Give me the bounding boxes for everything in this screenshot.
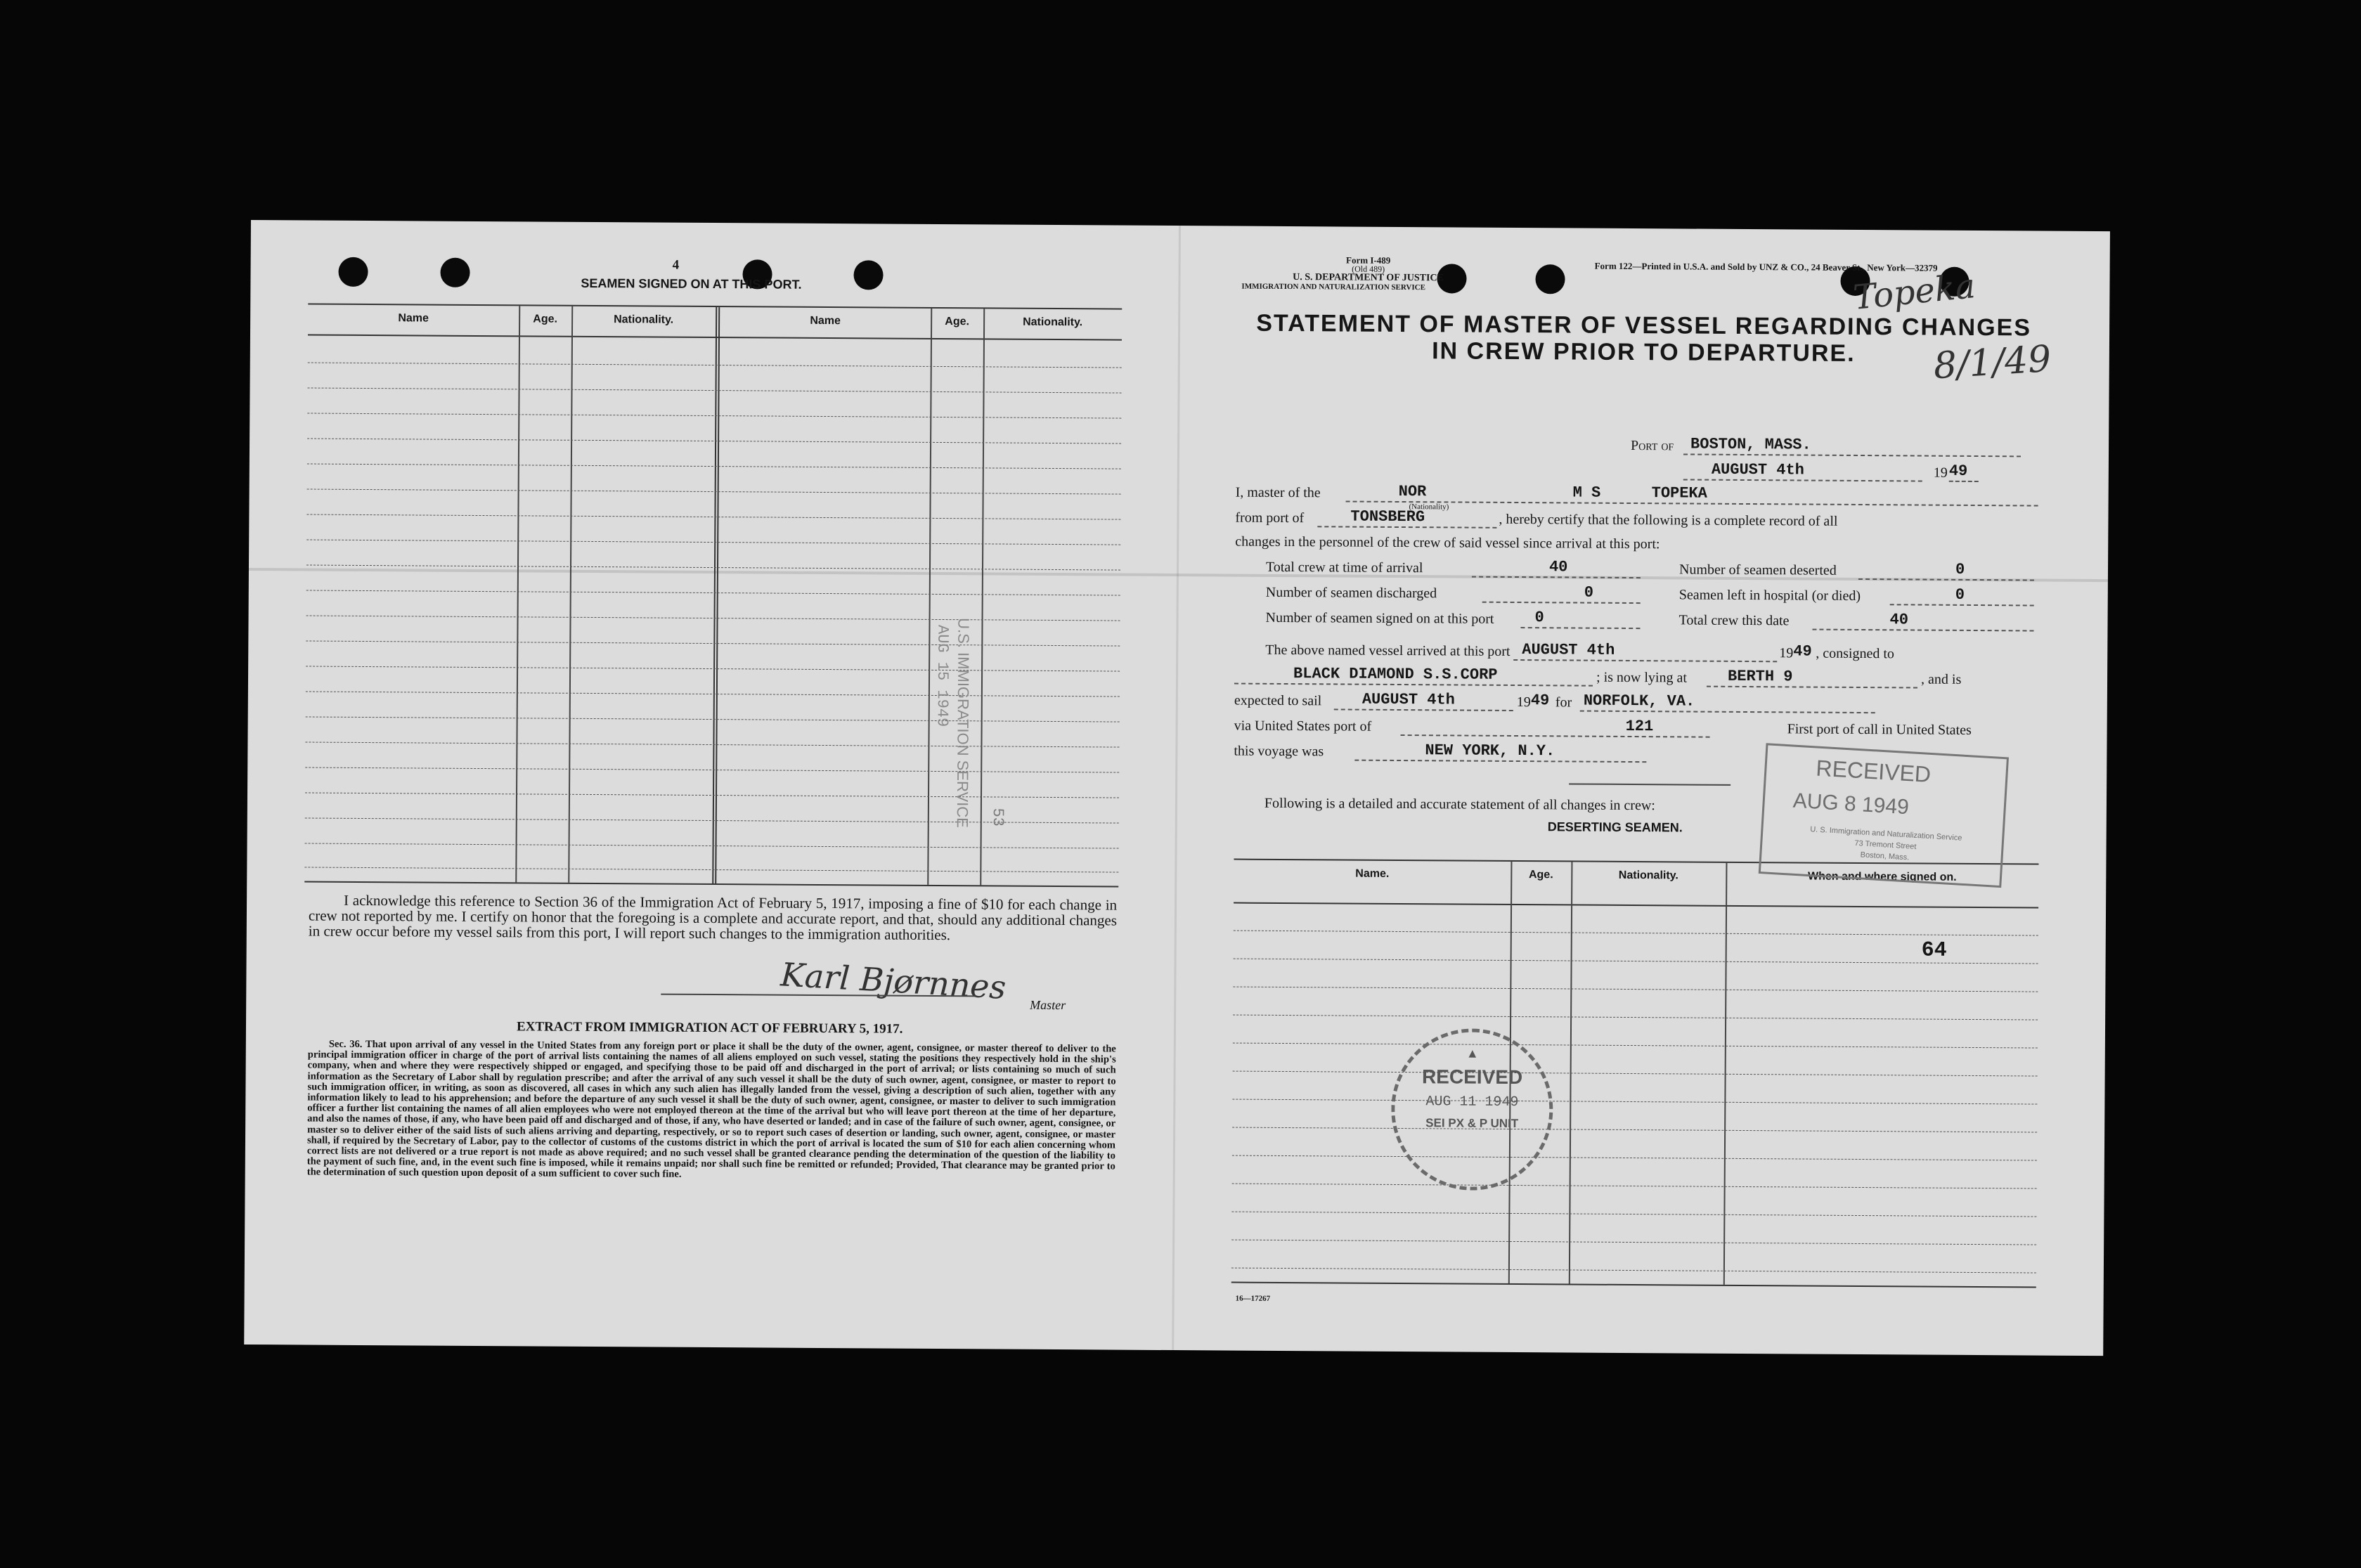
round-received-stamp: ▲ RECEIVED AUG 11 1949 SEI PX & P UNIT xyxy=(1391,1028,1553,1191)
received-stamp-line: 73 Tremont Street xyxy=(1854,838,1917,851)
column-header: When and where signed on. xyxy=(1807,870,1957,883)
form-title-line1: STATEMENT OF MASTER OF VESSEL REGARDING CHANGES xyxy=(1256,309,2032,342)
lying-label: ; is now lying at xyxy=(1596,669,1688,686)
discharged-count: 0 xyxy=(1584,583,1594,602)
form-title-line2: IN CREW PRIOR TO DEPARTURE. xyxy=(1432,337,1856,367)
deserting-seamen-table xyxy=(1231,859,2039,1288)
seamen-signed-on-table xyxy=(304,303,1122,887)
destination: NORFOLK, VA. xyxy=(1583,692,1695,711)
punch-hole xyxy=(1535,264,1565,294)
signed-on-count: 0 xyxy=(1534,609,1544,627)
document-sheet xyxy=(244,220,2110,1356)
date-value: AUGUST 4th xyxy=(1711,460,1804,479)
arrived-year-prefix: 19 xyxy=(1779,645,1794,661)
hospital-label: Seamen left in hospital (or died) xyxy=(1678,587,1861,604)
arrived-date: AUGUST 4th xyxy=(1522,641,1615,659)
signature-role: Master xyxy=(1030,997,1066,1013)
deserted-label: Number of seamen deserted xyxy=(1678,562,1837,578)
column-header: Age. xyxy=(1528,869,1553,881)
via-number: 121 xyxy=(1625,717,1654,736)
nationality-caption: (Nationality) xyxy=(1409,503,1449,512)
following-text: Following is a detailed and accurate statement of all changes in crew: xyxy=(1264,795,1655,814)
extract-text: Sec. 36. That upon arrival of any vessel in the United States from any foreign port or place it shall be the duty of the owner, agent, consignee, or master thereof to deliver to the principal immigration officer in charge of the port of arrival lists containing the names of all aliens employed on such vessel, stating the positions they respectively hold in the ship's company, when and where they were respectively shipped or engaged, and specifying those to be paid off and discharged in the port of arrival; or lists containing so much of such information as the Secretary of Labor shall by regulation prescribe; and after the arrival of any such vessel it shall be the duty of such owner, agent, consignee, or master to report to such immigration officer, in writing, as soon as discovered, all cases in which any such alien has illegally landed from the vessel, giving a description of such alien, together with any information likely to lead to his apprehension; and before the departure of any such vessel it shall be the duty of such owner, agent, consignee, or master to deliver to such immigration officer a further list containing the names of all alien employees who were not employed thereon at the time of the arrival but who will leave port thereon at the time of her departure, and also the names of those, if any, who have been paid off and discharged and of those, if any, who have deserted or landed; and in case of the failure of such owner, agent, consignee, or master so to deliver either of the said lists of such aliens arriving and departing, respectively, or so to report such cases of desertion or landing, such owner, agent, consignee, or master shall, if required by the Secretary of Labor, pay to the collector of customs of the customs district in which the port of arrival is located the sum of $10 for each alien concerning whom correct lists are not delivered or a true report is not made as above required; and no such vessel shall be granted clearance pending the determination of the question of the liability to the payment of such fine, and, in the event such fine is imposed, while it remains unpaid; nor shall such fine be remitted or refunded; Provided, That clearance may be granted prior to the determination of such question upon deposit of a sum sufficient to cover such fine. xyxy=(306,1038,1116,1181)
sail-year-prefix: 19 xyxy=(1516,694,1531,711)
declaration-text: I acknowledge this reference to Section 36 of the Immigration Act of February 5, 1917, imposing a fine of $10 for each change in crew not reported by me. I certify on honor that the foregoing is a complete and accurate report, and that, should any additional changes in crew occur before my vessel sails from this port, I will report such changes to the immigration authorities. xyxy=(308,891,1118,944)
year-prefix: 19 xyxy=(1933,465,1948,481)
received-stamp-line: Boston, Mass. xyxy=(1860,850,1910,862)
expected-label: , and is xyxy=(1920,671,1962,687)
service: IMMIGRATION AND NATURALIZATION SERVICE xyxy=(1241,282,1425,292)
handwritten-date: 8/1/49 xyxy=(1932,337,2052,388)
column-header: Nationality. xyxy=(1023,316,1083,329)
extract-title: EXTRACT FROM IMMIGRATION ACT OF FEBRUARY 5, 1917. xyxy=(516,1019,903,1037)
received-stamp-date: AUG 8 1949 xyxy=(1792,789,1910,819)
round-stamp-date: AUG 11 1949 xyxy=(1425,1094,1519,1111)
form-old: (Old 489) xyxy=(1352,264,1385,274)
master-of-label: I, master of the xyxy=(1235,484,1321,501)
voyage-label: this voyage was xyxy=(1234,743,1324,760)
column-header: Name xyxy=(398,312,429,325)
form-number: Form I-489 xyxy=(1346,254,1391,266)
total-crew-arrival: 40 xyxy=(1548,558,1568,576)
total-crew-arrival-label: Total crew at time of arrival xyxy=(1265,559,1423,576)
faint-stamp-date: AUG 15 1949 xyxy=(933,624,952,727)
received-stamp-line: U. S. Immigration and Naturalization Service xyxy=(1809,825,1962,843)
faint-stamp: U.S. IMMIGRATION SERVICE xyxy=(953,618,973,828)
for-label: for xyxy=(1555,694,1572,711)
from-port-value: TONSBERG xyxy=(1350,507,1425,526)
master-signature: Karl Bjørnnes xyxy=(780,955,1007,1006)
berth: BERTH 9 xyxy=(1727,667,1793,686)
column-header: Age. xyxy=(945,316,970,328)
received-stamp xyxy=(1759,743,2009,888)
from-port-label: from port of xyxy=(1235,510,1305,526)
printer-note: Form 122—Printed in U.S.A. and Sold by UNZ & CO., 24 Beaver St., New York—32379 xyxy=(1594,260,1938,273)
discharged-label: Number of seamen discharged xyxy=(1265,584,1437,602)
column-header: Name xyxy=(810,314,841,328)
arrived-year: 49 xyxy=(1793,642,1812,661)
column-header: Name. xyxy=(1355,867,1390,880)
consignee: BLACK DIAMOND S.S.CORP xyxy=(1293,665,1498,684)
sail-year: 49 xyxy=(1530,692,1550,710)
consigned-label: , consigned to xyxy=(1816,645,1894,662)
port-value: BOSTON, MASS. xyxy=(1690,435,1811,454)
handwritten-ship-name: Topeka xyxy=(1851,266,1977,318)
column-header: Age. xyxy=(533,313,558,325)
page-mark: 64 xyxy=(1921,938,1947,963)
punch-hole xyxy=(338,257,368,287)
vessel-name: TOPEKA xyxy=(1651,484,1707,503)
port-label: Port of xyxy=(1631,437,1674,454)
sail-date: AUGUST 4th xyxy=(1361,690,1455,709)
footer-code: 16—17267 xyxy=(1235,1294,1271,1303)
first-port-label: First port of call in United States xyxy=(1787,721,1972,738)
faint-stamp-number: 53 xyxy=(988,808,1007,827)
column-header: Nationality. xyxy=(614,313,674,326)
center-crease xyxy=(1172,226,1181,1350)
deserting-title: DESERTING SEAMEN. xyxy=(1547,819,1683,835)
page-number: 4 xyxy=(672,257,680,273)
signed-on-label: Number of seamen signed on at this port xyxy=(1265,609,1494,627)
first-port: NEW YORK, N.Y. xyxy=(1425,741,1555,760)
received-stamp-title: RECEIVED xyxy=(1815,755,1932,787)
round-stamp-title: RECEIVED xyxy=(1421,1065,1523,1089)
arrived-label: The above named vessel arrived at this port xyxy=(1265,642,1511,659)
expected-sail-label: expected to sail xyxy=(1234,692,1322,709)
deserted-count: 0 xyxy=(1955,560,1965,578)
department: U. S. DEPARTMENT OF JUSTICE xyxy=(1293,272,1444,284)
total-crew-date-label: Total crew this date xyxy=(1678,612,1790,629)
round-stamp-unit: SEI PX & P UNIT xyxy=(1425,1116,1519,1131)
punch-hole xyxy=(440,258,470,287)
punch-hole xyxy=(853,260,883,290)
left-section-title: SEAMEN SIGNED ON AT THIS PORT. xyxy=(581,276,802,292)
year-value: 49 xyxy=(1948,462,1968,480)
changes-text: changes in the personnel of the crew of said vessel since arrival at this port: xyxy=(1235,533,1660,552)
vessel-prefix: M S xyxy=(1572,484,1601,502)
column-header: Nationality. xyxy=(1618,869,1678,882)
certify-text: , hereby certify that the following is a complete record of all xyxy=(1499,511,1838,529)
nationality-value: NOR xyxy=(1398,482,1427,501)
via-label: via United States port of xyxy=(1234,718,1372,734)
total-crew-date: 40 xyxy=(1889,611,1909,629)
hospital-count: 0 xyxy=(1955,585,1965,604)
